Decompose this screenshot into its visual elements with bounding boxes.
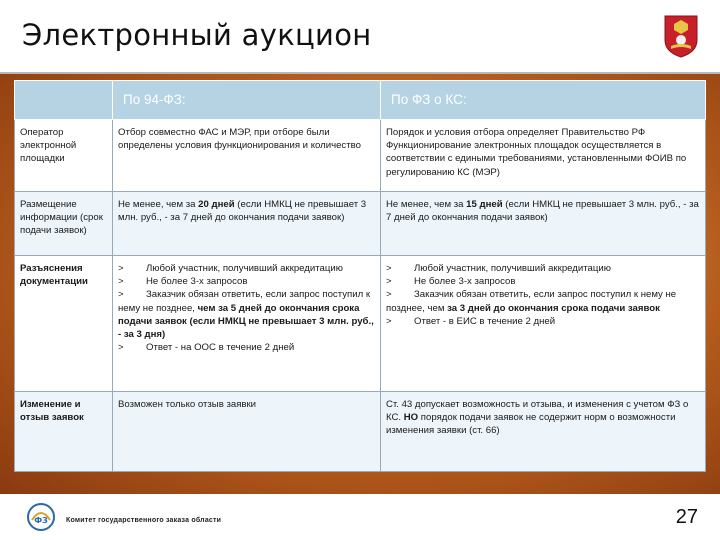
coat-of-arms-icon	[663, 14, 699, 58]
list-item-text: Заказчик обязан ответить, если запрос поступил к нему не позднее,	[118, 289, 371, 314]
table-row	[15, 392, 706, 472]
list-item	[118, 262, 375, 275]
committee-logo-icon	[26, 502, 56, 532]
table-row	[15, 120, 706, 192]
list-item-text: Не более 3-х запросов	[414, 276, 516, 288]
bullet-marker: >	[386, 315, 392, 327]
row-label: Оператор электронной площадки	[15, 120, 113, 192]
cell-ks	[381, 192, 706, 256]
list-item-text: Любой участник, получивший аккредитацию	[146, 263, 343, 274]
list-item-text: Ответ - на ООС в течение 2 дней	[146, 342, 295, 354]
cell-text: порядок подачи заявок не содержит норм о возможности изменения заявки (ст. 66)	[386, 412, 676, 437]
list-item-text-bold: за 3 дней до окончания срока подачи заявок	[447, 302, 660, 314]
list-item	[118, 341, 375, 354]
bullet-marker: >	[118, 342, 124, 354]
table-header-row	[15, 81, 706, 120]
header-ks: По ФЗ о КС:	[381, 81, 706, 120]
row-label: Разъяснения документации	[15, 256, 113, 392]
list-item-text: Любой участник, получивший аккредитацию	[414, 263, 611, 274]
bullet-marker: >	[386, 276, 392, 288]
list-item-text: Заказчик обязан ответить, если запрос поступил к нему не позднее, чем	[386, 289, 677, 314]
bullet-marker: >	[118, 276, 124, 288]
logo-text: ФЗ	[34, 516, 48, 525]
header-empty	[15, 81, 113, 120]
header-fz94: По 94-ФЗ:	[113, 81, 381, 120]
bullet-marker: >	[118, 289, 124, 301]
cell-fz94	[113, 192, 381, 256]
bullet-marker: >	[386, 289, 392, 301]
table-row	[15, 256, 706, 392]
footer-text: Комитет государственного заказа области	[66, 517, 222, 524]
bullet-marker: >	[386, 263, 392, 274]
list-item	[118, 288, 375, 341]
cell-text: Не менее, чем за	[118, 199, 199, 210]
bullet-marker: >	[118, 263, 124, 274]
cell-text-bold: 15 дней	[466, 199, 503, 210]
cell-ks: Порядок и условия отбора определяет Правительство РФ Функционирование электронных площадок осуществляется в соответствии с едиными требованиями, установленными ФОИВ по регулированию КС (МЭР)	[381, 120, 706, 192]
list-item	[386, 288, 700, 314]
page-number: 27	[675, 506, 698, 528]
row-label: Изменение и отзыв заявок	[15, 392, 113, 472]
cell-text-bold: НО	[403, 412, 419, 424]
cell-text: Ст. 43 допускает возможность и отзыва, и изменения с учетом ФЗ о КС.	[386, 399, 689, 424]
list-item-text: Не более 3-х запросов	[146, 276, 248, 288]
cell-fz94: Отбор совместно ФАС и МЭР, при отборе были определены условия функционирования и количество	[113, 120, 381, 192]
list-item	[118, 275, 375, 288]
comparison-table	[14, 80, 706, 472]
list-item	[386, 262, 700, 275]
slide-title: Электронный аукцион	[22, 18, 372, 52]
table-row	[15, 192, 706, 256]
cell-fz94	[113, 256, 381, 392]
list-item-text-bold: чем за 5 дней до окончания срока подачи заявок (если НМКЦ не превышает 3 млн. руб., - за 3 дня)	[118, 302, 374, 341]
cell-ks	[381, 392, 706, 472]
row-label: Размещение информации (срок подачи заявок)	[15, 192, 113, 256]
cell-ks	[381, 256, 706, 392]
cell-text-bold: 20 дней	[198, 199, 235, 210]
cell-text: (если НМКЦ не превышает 3 млн. руб., - за 7 дней до окончания подачи заявок)	[386, 199, 699, 224]
list-item	[386, 315, 700, 328]
cell-text: Не менее, чем за	[386, 199, 467, 210]
cell-fz94: Возможен только отзыв заявки	[113, 392, 381, 472]
list-item-text: Ответ - в ЕИС в течение 2 дней	[414, 315, 556, 327]
cell-text: (если НМКЦ не превышает 3 млн. руб., - за 7 дней до окончания подачи заявок)	[118, 199, 367, 224]
slide-header	[0, 0, 720, 72]
list-item	[386, 275, 700, 288]
